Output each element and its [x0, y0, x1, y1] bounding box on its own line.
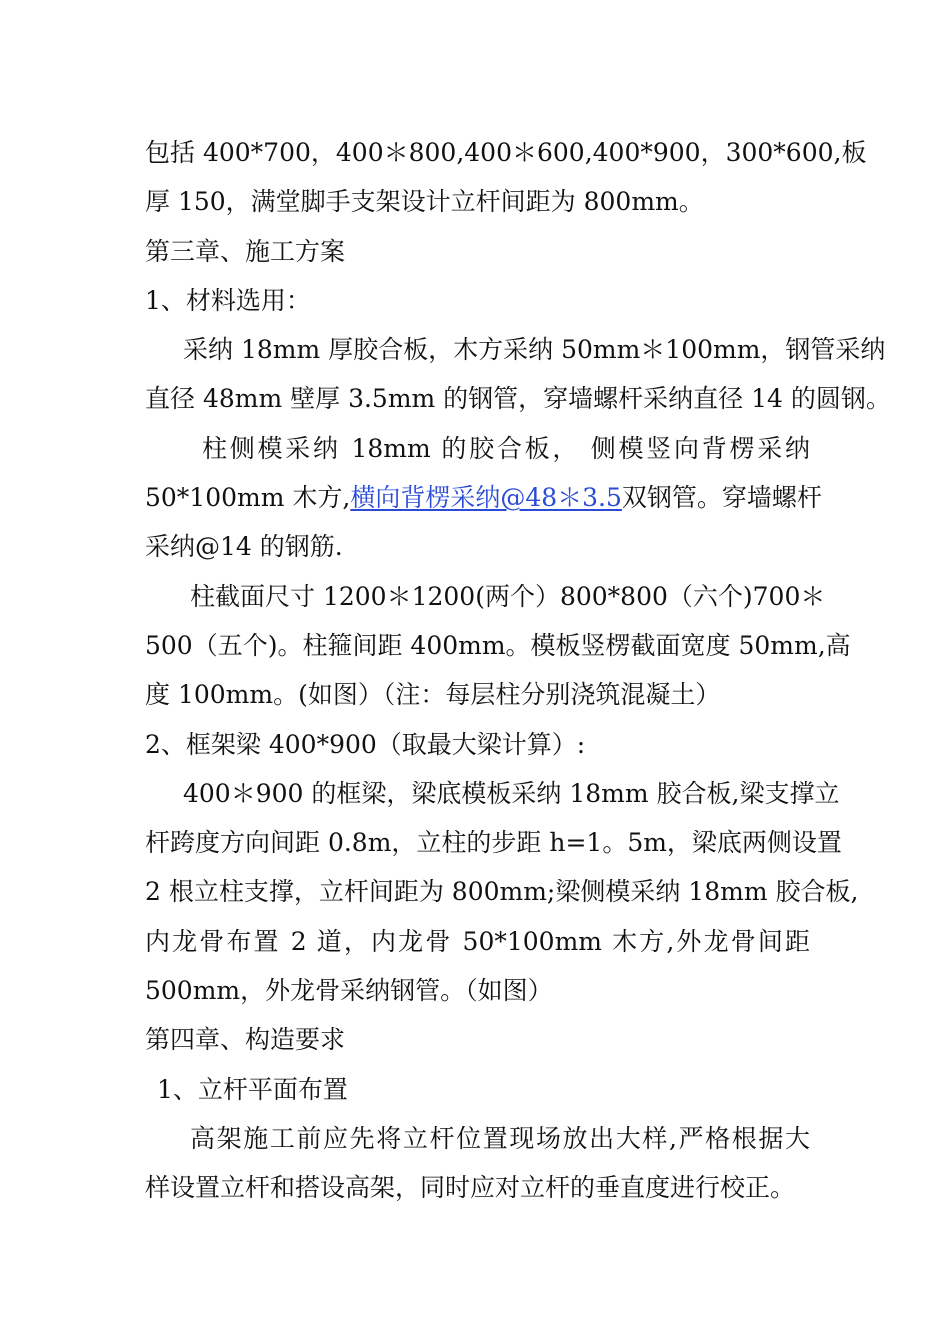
paragraph-line: 采纳@14 的钢筋. — [145, 532, 343, 562]
paragraph-line: 2 根立柱支撑，立杆间距为 800mm;梁侧模采纳 18mm 胶合板, — [145, 877, 859, 907]
paragraph-line: 500mm，外龙骨采纳钢管。（如图） — [145, 976, 553, 1006]
paragraph-line: 400＊900 的框梁，梁底模板采纳 18mm 胶合板,梁支撑立 — [183, 778, 840, 808]
document-link[interactable]: 横向背楞采纳@48＊3.5 — [350, 483, 622, 513]
document-body — [145, 128, 891, 1213]
paragraph-line — [145, 473, 822, 522]
text-span: 双钢管。穿墙螺杆 — [621, 483, 822, 513]
chapter-heading: 第三章、施工方案 — [145, 236, 346, 266]
paragraph-line: 直径 48mm 壁厚 3.5mm 的钢管，穿墙螺杆采纳直径 14 的圆钢。 — [145, 384, 891, 414]
paragraph-line: 内龙骨布置 2 道，内龙骨 50*100mm 木方,外龙骨间距 — [145, 926, 810, 956]
chapter-heading: 第四章、构造要求 — [145, 1025, 346, 1055]
section-heading: 1、材料选用： — [145, 285, 311, 315]
paragraph-line: 柱截面尺寸 1200＊1200(两个）800*800（六个)700＊ — [190, 581, 826, 611]
paragraph-line: 样设置立杆和搭设高架，同时应对立杆的垂直度进行校正。 — [145, 1173, 796, 1203]
paragraph-line: 高架施工前应先将立杆位置现场放出大样,严格根据大 — [190, 1123, 810, 1153]
paragraph-line: 厚 150，满堂脚手支架设计立杆间距为 800mm。 — [145, 187, 704, 217]
paragraph-line: 杆跨度方向间距 0.8m，立柱的步距 h=1。5m，梁底两侧设置 — [145, 828, 842, 858]
paragraph-line: 采纳 18mm 厚胶合板，木方采纳 50mm＊100mm，钢管采纳 — [183, 335, 886, 365]
section-heading: 2、框架梁 400*900（取最大梁计算）: — [145, 729, 586, 759]
paragraph-line: 包括 400*700，400＊800,400＊600,400*900，300*600,板 — [145, 138, 867, 167]
paragraph-line: 柱侧模采纳 18mm 的胶合板， 侧模竖向背楞采纳 — [202, 433, 810, 463]
paragraph-line: 500（五个)。柱箍间距 400mm。模板竖楞截面宽度 50mm,高 — [145, 630, 851, 660]
section-heading: 1、立杆平面布置 — [157, 1074, 348, 1104]
paragraph-line: 度 100mm。(如图）（注：每层柱分别浇筑混凝土） — [145, 680, 721, 710]
text-span: 50*100mm 木方, — [145, 483, 351, 513]
